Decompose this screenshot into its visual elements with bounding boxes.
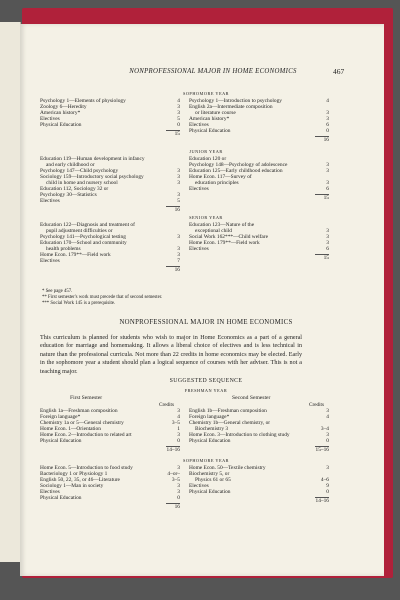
sophomore-year-heading: SOPHOMORE YEAR — [182, 91, 230, 96]
course-title: Psychology 30—Statistics — [40, 192, 97, 198]
credits-label-left: Credits — [159, 402, 174, 408]
section-title: NONPROFESSIONAL MAJOR IN HOME ECONOMICS — [119, 319, 293, 326]
credit-total: 15 — [323, 195, 329, 201]
freshman-right-column — [189, 408, 329, 453]
suggested-sequence-heading: SUGGESTED SEQUENCE — [169, 378, 243, 384]
course-credits: 4 — [326, 98, 329, 104]
course-row — [40, 438, 180, 444]
course-credits: 0 — [326, 489, 329, 495]
freshman-left-column — [40, 408, 180, 453]
course-credits: 3 — [177, 180, 180, 186]
course-title: Education 120 or — [189, 156, 227, 162]
running-head: NONPROFESSIONAL MAJOR IN HOME ECONOMICS — [129, 68, 297, 75]
course-title: English 50, 22, 35, or 46—Literature — [40, 477, 120, 483]
course-title: or literature course — [195, 110, 236, 116]
course-credits: 0 — [177, 122, 180, 128]
course-credits: 0 — [177, 438, 180, 444]
course-credits: 3 — [326, 162, 329, 168]
course-row — [40, 198, 180, 204]
credit-total: 15–16 — [315, 447, 329, 453]
senior-right-column — [189, 222, 329, 261]
footnote: ** First semester's work must precede that of second semester. — [42, 294, 163, 300]
course-title: Bacteriology 1 or Physiology 1 — [40, 471, 108, 477]
course-row — [40, 258, 180, 264]
course-credits: 4 — [177, 98, 180, 104]
course-credits: 6 — [326, 186, 329, 192]
course-title: Chemistry 1b—General chemistry, or — [189, 420, 271, 426]
course-credits: 4–6 — [320, 477, 329, 483]
junior-left-column — [40, 156, 180, 213]
footnote: *** Social Work 145 is a prerequisite. — [42, 300, 116, 306]
course-title: English 2a—Intermediate composition — [189, 104, 273, 110]
course-title: Home Econ. 1—Orientation — [40, 426, 101, 432]
course-credits: 3 — [177, 174, 180, 180]
sophomore2-left-column — [40, 465, 180, 510]
course-title: Foreign language* — [40, 414, 81, 420]
first-semester-label: First Semester — [70, 395, 103, 401]
course-title: Sociology 159—Introductory social psychology — [40, 174, 144, 180]
course-title: English 1b—Freshman composition — [189, 408, 267, 414]
course-title: Psychology 148—Psychology of adolescence — [189, 162, 288, 168]
course-title: English 1a—Freshman composition — [40, 408, 118, 414]
course-title: Biochemistry 5, or — [189, 471, 230, 477]
course-title: Home Econ. 5—Introduction to food study — [40, 465, 133, 471]
course-title: Biochemistry 3 — [195, 426, 229, 432]
course-title: Education 119—Human development in infancy — [40, 156, 145, 162]
course-title: Electives — [189, 483, 209, 489]
course-credits: 3 — [326, 432, 329, 438]
course-title: exceptional child — [195, 228, 232, 234]
course-credits: 3 — [326, 168, 329, 174]
course-title: Physical Education — [189, 489, 231, 495]
course-credits: 3 — [177, 489, 180, 495]
credit-total: 16 — [174, 267, 180, 273]
course-title: Education 170—School and community — [40, 240, 127, 246]
credit-total: 14–16 — [166, 447, 180, 453]
course-title: Education 125—Early childhood education — [189, 168, 283, 174]
sophomore-left-column — [40, 98, 180, 137]
course-credits: 3 — [177, 168, 180, 174]
credit-total: 16 — [174, 207, 180, 213]
senior-year-heading: SENIOR YEAR — [189, 215, 223, 220]
sophomore-right-column — [189, 98, 329, 143]
course-title: Home Econ. 2—Introduction to related art — [40, 432, 132, 438]
course-credits: 5 — [177, 198, 180, 204]
course-title: Psychology 147—Child psychology — [40, 168, 119, 174]
course-row — [189, 246, 329, 252]
course-credits: 0 — [177, 495, 180, 501]
course-title: Electives — [40, 198, 60, 204]
credit-total: 15 — [174, 131, 180, 137]
course-credits: 0 — [326, 128, 329, 134]
course-title: Chemistry 1a or 5—General chemistry — [40, 420, 124, 426]
course-title: Home Econ. 50—Textile chemistry — [189, 465, 266, 471]
course-title: and early childhood or — [46, 162, 95, 168]
course-credits: 1 — [177, 426, 180, 432]
course-title: Physical Education — [40, 122, 82, 128]
course-credits: 3 — [177, 192, 180, 198]
course-title: Electives — [40, 489, 60, 495]
course-credits: 3–4 — [320, 426, 329, 432]
course-credits: 4 — [177, 414, 180, 420]
course-credits: 3 — [177, 252, 180, 258]
course-title: Psychology 1—Introduction to psychology — [189, 98, 282, 104]
credit-total: 16 — [323, 137, 329, 143]
course-title: Electives — [189, 122, 209, 128]
intro-paragraph: This curriculum is planned for students who wish to major in Home Economics as a part of a general education for marriage and homemaking. It allows a liberal choice of electives and is less technical in nature than the professional curricula. Not more than 22 credits in home economics may be elected. Early in the sophomore year a student should plan a logical sequence of courses with her adviser. This is not a teaching major. — [40, 335, 302, 375]
course-credits: 3–5 — [171, 477, 180, 483]
junior-right-column — [189, 156, 329, 201]
course-title: Home Econ. 117—Survey of — [189, 174, 252, 180]
course-credits: 3 — [326, 234, 329, 240]
footnotes — [42, 289, 282, 306]
course-credits: 4–or– — [167, 471, 180, 477]
course-title: Home Econ. 179**—Field work — [189, 240, 260, 246]
credits-label-right: Credits — [309, 402, 324, 408]
course-title: education principles — [195, 180, 239, 186]
course-title: Physical Education — [189, 438, 231, 444]
course-row — [40, 122, 180, 128]
course-title: Physical Education — [189, 128, 231, 134]
course-title: American history* — [40, 110, 81, 116]
course-title: Home Econ. 3—Introduction to clothing study — [189, 432, 290, 438]
course-title: Sociology 1—Man in society — [40, 483, 104, 489]
course-title: Foreign language* — [189, 414, 230, 420]
course-credits: 3 — [326, 180, 329, 186]
footnote: * See page 457. — [42, 289, 73, 294]
course-title: Education 123—Nature of the — [189, 222, 255, 228]
course-title: Electives — [189, 246, 209, 252]
course-credits: 6 — [326, 246, 329, 252]
course-credits: 4 — [326, 414, 329, 420]
course-credits: 3 — [177, 104, 180, 110]
course-credits: 6 — [326, 122, 329, 128]
course-credits: 3 — [177, 408, 180, 414]
course-title: Physics 61 or 65 — [195, 477, 231, 483]
second-semester-label: Second Semester — [232, 395, 271, 401]
course-title: Electives — [40, 258, 60, 264]
course-title: health problems — [46, 246, 81, 252]
course-title: Education 112, Sociology 32 or — [40, 186, 109, 192]
course-title: Home Econ. 179**—Field work — [40, 252, 111, 258]
course-row — [189, 438, 329, 444]
course-credits: 3 — [326, 116, 329, 122]
course-credits: 3 — [177, 110, 180, 116]
course-credits: 9 — [326, 483, 329, 489]
course-title: Zoology 6—Heredity — [40, 104, 87, 110]
facing-page-edge — [0, 22, 21, 562]
course-credits: 3 — [326, 240, 329, 246]
course-credits: 0 — [326, 438, 329, 444]
course-credits: 3 — [326, 110, 329, 116]
junior-year-heading: JUNIOR YEAR — [189, 149, 223, 154]
course-credits: 5 — [177, 116, 180, 122]
course-credits: 3 — [177, 234, 180, 240]
course-title: Psychology 1—Elements of physiology — [40, 98, 126, 104]
course-credits: 3 — [177, 432, 180, 438]
course-title: child in home and nursery school — [46, 180, 118, 186]
course-row — [189, 128, 329, 134]
sophomore-year-heading-2: SOPHOMORE YEAR — [182, 458, 230, 463]
credit-total: 15 — [323, 255, 329, 261]
course-title: Social Work 162***—Child welfare — [189, 234, 268, 240]
book-page — [20, 24, 384, 576]
course-row — [189, 489, 329, 495]
course-title: Electives — [40, 116, 60, 122]
course-title: pupil adjustment difficulties or — [46, 228, 113, 234]
freshman-year-heading: FRESHMAN YEAR — [184, 388, 228, 393]
course-title: Electives — [189, 186, 209, 192]
course-credits: 3 — [326, 408, 329, 414]
course-credits: 3–5 — [171, 420, 180, 426]
course-row — [40, 495, 180, 501]
course-credits: 7 — [177, 258, 180, 264]
course-credits: 3 — [177, 465, 180, 471]
sophomore2-right-column — [189, 465, 329, 504]
course-title: Physical Education — [40, 495, 82, 501]
course-credits: 3 — [326, 228, 329, 234]
credit-total: 16 — [174, 504, 180, 510]
senior-left-column — [40, 222, 180, 273]
course-title: Education 122—Diagnosis and treatment of — [40, 222, 135, 228]
course-row — [189, 186, 329, 192]
page-number: 467 — [333, 67, 345, 76]
course-title: Psychology 141—Psychological testing — [40, 234, 126, 240]
credit-total: 14–16 — [315, 498, 329, 504]
course-title: Physical Education — [40, 438, 82, 444]
course-credits: 3 — [177, 483, 180, 489]
course-credits: 3 — [177, 246, 180, 252]
course-credits: 3 — [326, 465, 329, 471]
course-title: American history* — [189, 116, 230, 122]
